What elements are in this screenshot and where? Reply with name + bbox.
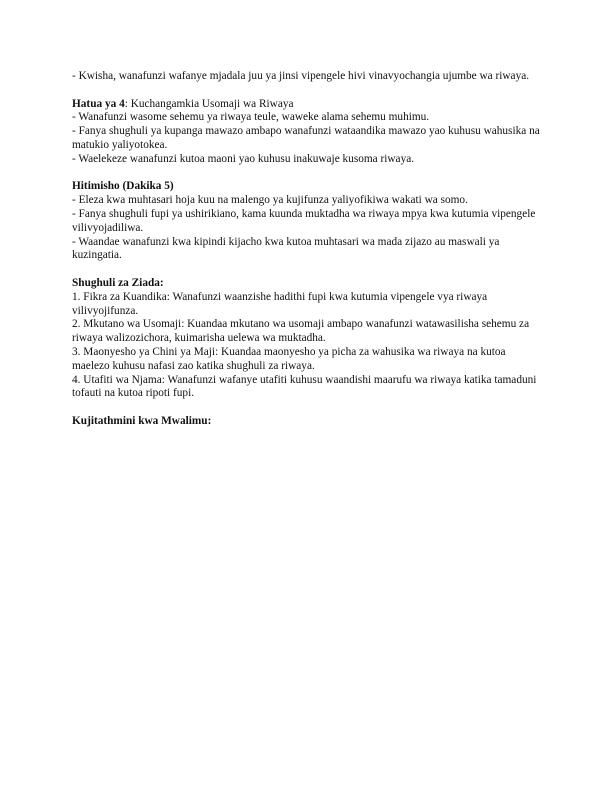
list-item: - Fanya shughuli fupi ya ushirikiano, kama kuunda muktadha wa riwaya mpya kwa kutumia vipengele vilivyojadiliwa.: [72, 207, 536, 234]
conclusion-heading: Hitimisho (Dakika 5): [72, 180, 174, 193]
list-item: - Waelekeze wanafunzi kutoa maoni yao kuhusu inakuwaje kusoma riwaya.: [72, 152, 415, 165]
list-item: 1. Fikra za Kuandika: Wanafunzi waanzishe hadithi fupi kwa kutumia vipengele vya riwaya vilivyojifunza.: [72, 290, 488, 317]
self-assessment-heading: Kujitathmini kwa Mwalimu:: [72, 414, 212, 427]
step-4-heading-rest: : Kuchangamkia Usomaji wa Riwaya: [124, 97, 294, 110]
list-item: 4. Utafiti wa Njama: Wanafunzi wafanye utafiti kuhusu waandishi maarufu wa riwaya katika tamaduni tofauti na kutoa ripoti fupi.: [72, 373, 537, 400]
intro-section: [72, 70, 542, 84]
list-item: - Fanya shughuli ya kupanga mawazo ambapo wanafunzi wataandika mawazo yao kuhusu wahusika na matukio yaliyotokea.: [72, 125, 540, 151]
document-page: [72, 70, 542, 443]
self-assessment-section: [72, 415, 542, 429]
list-item: - Eleza kwa muhtasari hoja kuu na malengo ya kujifunza yaliyofikiwa wakati wa somo.: [72, 194, 468, 207]
extra-activities-heading: Shughuli za Ziada:: [72, 276, 164, 289]
step-4-heading: [72, 98, 542, 112]
extra-activities-section: [72, 277, 542, 401]
step-4-section: [72, 98, 542, 167]
list-item: - Wanafunzi wasome sehemu ya riwaya teule, waweke alama sehemu muhimu.: [72, 111, 430, 124]
list-item: 3. Maonyesho ya Chini ya Maji: Kuandaa maonyesho ya picha za wahusika wa riwaya na kutoa maelezo kuhusu nafasi zao katika shughuli za riwaya.: [72, 345, 506, 372]
list-item: - Waandae wanafunzi kwa kipindi kijacho kwa kutoa muhtasari wa mada zijazo au maswali ya kuzingatia.: [72, 235, 500, 262]
conclusion-section: [72, 180, 542, 263]
step-4-heading-bold: Hatua ya 4: [72, 97, 125, 110]
paragraph-line: - Kwisha, wanafunzi wafanye mjadala juu ya jinsi vipengele hivi vinavyochangia ujumbe wa riwaya.: [72, 70, 530, 82]
list-item: 2. Mkutano wa Usomaji: Kuandaa mkutano wa usomaji ambapo wanafunzi watawasilisha sehemu za riwaya walizozichora, kuimarisha uelewa wa muktadha.: [72, 318, 530, 345]
